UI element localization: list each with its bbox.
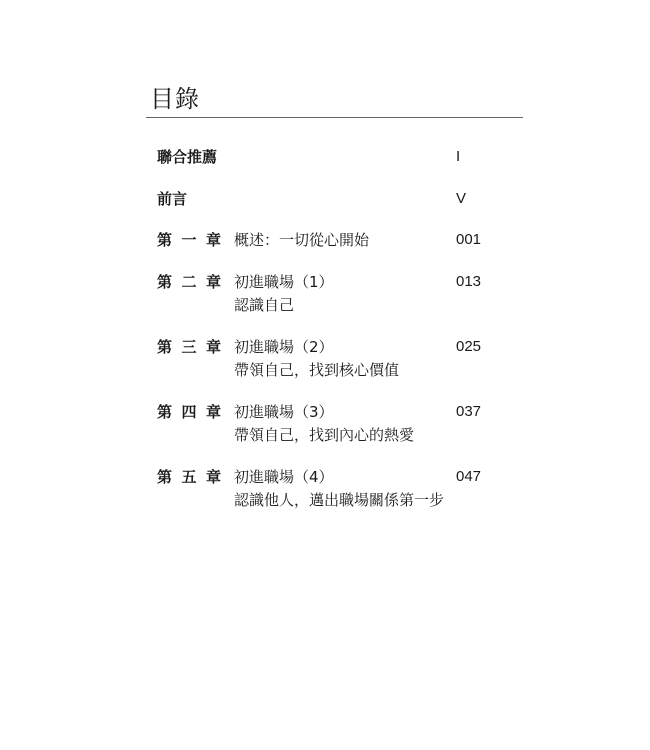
chapter-label-part: 第	[157, 273, 173, 291]
page-number: 025	[456, 338, 482, 355]
chapter-title	[234, 271, 334, 317]
page-number: 013	[456, 273, 482, 290]
chapter-title	[234, 229, 369, 252]
chapter-label-part: 第	[157, 403, 173, 421]
page-number: 001	[456, 231, 482, 248]
chapter-label-part: 章	[205, 273, 221, 291]
chapter-label-part: 三	[181, 338, 197, 356]
chapter-title-line: 初進職場（4）	[234, 468, 334, 486]
chapter-label-part: 第	[157, 338, 173, 356]
page-number: I	[456, 148, 461, 165]
chapter-label	[157, 272, 221, 292]
chapter-label-part: 章	[205, 468, 221, 486]
chapter-label-part: 章	[205, 403, 221, 421]
chapter-label	[157, 467, 221, 487]
chapter-title	[234, 466, 444, 512]
chapter-title-line: 初進職場（2）	[234, 338, 334, 356]
chapter-subtitle-line: 帶領自己，找到內心的熱愛	[234, 426, 415, 444]
chapter-label-part: 五	[181, 468, 197, 486]
page-number: V	[456, 190, 467, 207]
page-title: 目錄	[150, 85, 200, 113]
chapter-title-line: 初進職場（3）	[234, 403, 334, 421]
page-number: 047	[456, 468, 482, 485]
chapter-subtitle-line: 認識自己	[234, 296, 295, 314]
chapter-label	[157, 337, 221, 357]
chapter-label-part: 四	[181, 403, 197, 421]
page-number: 037	[456, 403, 482, 420]
chapter-label	[157, 402, 221, 422]
chapter-label-part: 章	[205, 338, 221, 356]
chapter-subtitle-line: 認識他人，邁出職場關係第一步	[234, 491, 445, 509]
chapter-title	[234, 401, 414, 447]
chapter-title	[234, 336, 399, 382]
chapter-label-part: 第	[157, 468, 173, 486]
chapter-label	[157, 230, 221, 250]
chapter-subtitle-line: 帶領自己，找到核心價值	[234, 361, 400, 379]
entry-label: 聯合推薦	[157, 148, 218, 166]
chapter-label-part: 一	[181, 231, 197, 249]
entry-label: 前言	[157, 190, 188, 208]
chapter-label-part: 第	[157, 231, 173, 249]
chapter-label-part: 章	[205, 231, 221, 249]
chapter-title-line: 初進職場（1）	[234, 273, 334, 291]
chapter-label-part: 二	[181, 273, 197, 291]
chapter-title-line: 概述：一切從心開始	[234, 231, 370, 249]
title-divider	[146, 117, 523, 118]
